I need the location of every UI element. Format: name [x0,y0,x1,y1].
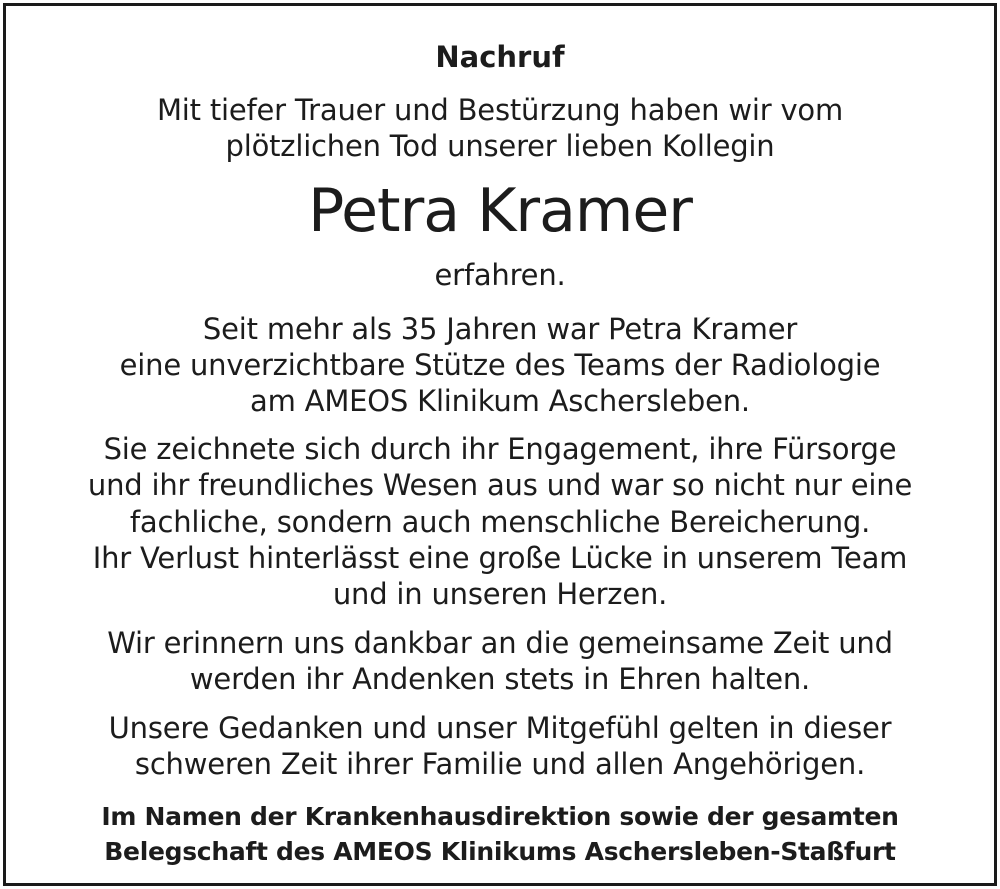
paragraph2-line-1: Sie zeichnete sich durch ihr Engagement, ihre Fürsorge [103,432,897,466]
paragraph4-line-1: Unsere Gedanken und unser Mitgefühl gelten in dieser [108,711,892,745]
notice-heading: Nachruf [435,40,565,74]
paragraph1-line-2: eine unverzichtbare Stütze des Teams der Radiologie [119,348,881,382]
after-name-text: erfahren. [434,258,566,292]
paragraph2-line-3: fachliche, sondern auch menschliche Bereicherung. [129,505,871,539]
signature-line-1: Im Namen der Krankenhausdirektion sowie der gesamten [101,802,899,831]
obituary-content [6,6,994,883]
intro-line-2: plötzlichen Tod unserer lieben Kollegin [225,129,775,163]
paragraph3-line-1: Wir erinnern uns dankbar an die gemeinsame Zeit und [107,626,893,660]
paragraph2-line-5: und in unseren Herzen. [332,577,668,611]
paragraph3-line-2: werden ihr Andenken stets in Ehren halten. [189,662,811,696]
paragraph4-line-2: schweren Zeit ihrer Familie und allen Angehörigen. [134,747,866,781]
paragraph1-line-3: am AMEOS Klinikum Aschersleben. [250,384,750,418]
deceased-name: Petra Kramer [308,176,692,246]
paragraph2-line-4: Ihr Verlust hinterlässt eine große Lücke in unserem Team [92,541,908,575]
intro-line-1: Mit tiefer Trauer und Bestürzung haben wir vom [156,93,844,127]
paragraph1-line-1: Seit mehr als 35 Jahren war Petra Kramer [202,312,798,346]
signature-line-2: Belegschaft des AMEOS Klinikums Aschersleben-Staßfurt [104,837,896,866]
paragraph2-line-2: und ihr freundliches Wesen aus und war so nicht nur eine [87,468,913,502]
obituary-frame [3,3,997,886]
